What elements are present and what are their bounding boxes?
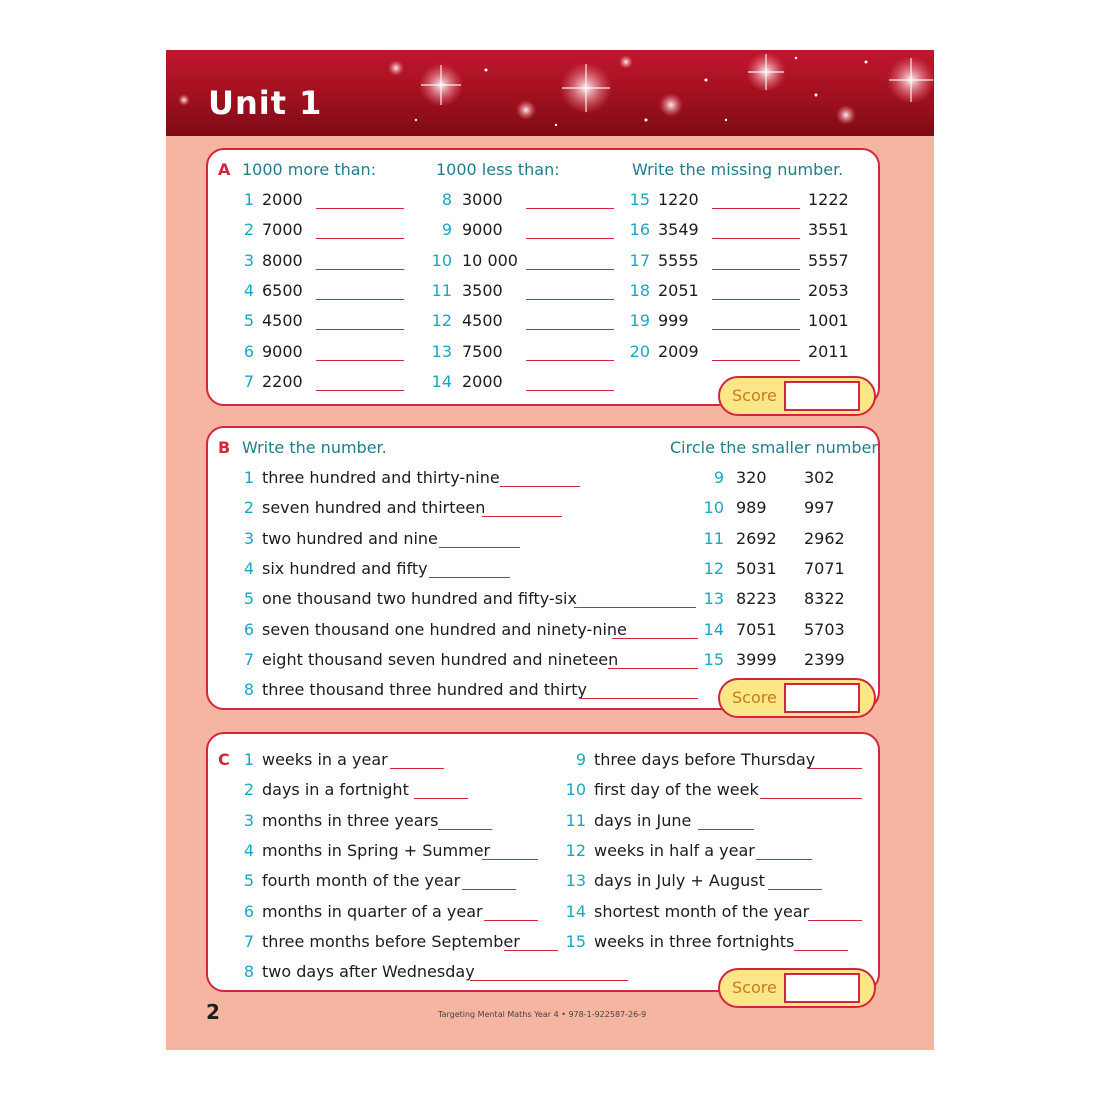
question-number: 8	[243, 962, 254, 982]
score-input[interactable]	[784, 973, 860, 1003]
answer-line[interactable]	[526, 329, 614, 330]
question-number: 3	[243, 810, 254, 830]
answer-line[interactable]	[794, 950, 848, 951]
question-text: three days before Thursday	[594, 750, 816, 769]
number-words: two hundred and nine	[262, 528, 438, 548]
question-text: weeks in half a year	[594, 840, 755, 860]
question-number: 7	[243, 931, 254, 951]
number-choice-a[interactable]: 2692	[736, 528, 777, 548]
answer-line[interactable]	[439, 547, 520, 548]
question-number: 11	[703, 528, 724, 548]
answer-line[interactable]	[808, 920, 862, 921]
question-number: 13	[431, 341, 452, 361]
question-value: 9000	[262, 341, 303, 361]
score-label: Score	[732, 688, 777, 707]
section-a-score	[718, 376, 876, 416]
answer-line[interactable]	[712, 329, 800, 330]
answer-line[interactable]	[500, 486, 580, 487]
answer-line[interactable]	[316, 299, 404, 300]
answer-line[interactable]	[580, 698, 698, 699]
question-value: 2000	[462, 371, 503, 391]
question-text: months in three years	[262, 810, 439, 830]
question-number: 9	[713, 468, 724, 487]
answer-line[interactable]	[526, 269, 614, 270]
answer-line[interactable]	[526, 208, 614, 209]
question-number: 15	[703, 649, 724, 669]
question-value: 10 000	[462, 250, 518, 270]
section-b-score	[718, 678, 876, 718]
section-a-heading-more: 1000 more than:	[242, 160, 377, 179]
answer-line[interactable]	[712, 208, 800, 209]
question-number: 8	[441, 190, 452, 209]
question-number: 4	[243, 558, 254, 578]
number-choice-a[interactable]: 8223	[736, 589, 777, 609]
number-words: one thousand two hundred and fifty-six	[262, 589, 577, 609]
question-number: 1	[243, 750, 254, 769]
question-value: 2200	[262, 371, 303, 391]
unit-title: Unit 1	[208, 84, 323, 122]
section-c-box	[206, 732, 880, 992]
answer-line[interactable]	[414, 798, 468, 799]
answer-line[interactable]	[526, 390, 614, 391]
question-number: 2	[243, 498, 254, 518]
number-choice-b[interactable]: 2962	[804, 528, 845, 548]
answer-line[interactable]	[316, 360, 404, 361]
answer-line[interactable]	[470, 980, 628, 981]
answer-line[interactable]	[808, 768, 862, 769]
number-choice-a[interactable]: 989	[736, 498, 767, 518]
question-value: 8000	[262, 250, 303, 270]
number-choice-b[interactable]: 2399	[804, 649, 845, 669]
question-value-start: 1220	[658, 190, 699, 209]
score-input[interactable]	[784, 381, 860, 411]
question-value: 2000	[262, 190, 303, 209]
question-value: 3000	[462, 190, 503, 209]
question-value-end: 1001	[808, 311, 849, 331]
question-number: 5	[243, 871, 254, 891]
section-c-letter: C	[218, 750, 230, 769]
question-number: 2	[243, 780, 254, 800]
question-text: weeks in three fortnights	[594, 931, 795, 951]
question-text: fourth month of the year	[262, 871, 461, 891]
score-input[interactable]	[784, 683, 860, 713]
question-number: 12	[565, 840, 586, 860]
question-number: 15	[629, 190, 650, 209]
header-banner	[166, 50, 934, 136]
number-words: six hundred and fifty	[262, 558, 428, 578]
question-text: two days after Wednesday	[262, 962, 475, 982]
answer-line[interactable]	[390, 768, 444, 769]
question-value-start: 999	[658, 311, 689, 331]
question-text: first day of the week	[594, 780, 759, 800]
question-number: 11	[565, 810, 586, 830]
question-text: months in quarter of a year	[262, 901, 483, 921]
question-number: 4	[243, 840, 254, 860]
question-number: 12	[431, 311, 452, 331]
score-label: Score	[732, 978, 777, 997]
question-number: 18	[629, 280, 650, 300]
answer-line[interactable]	[462, 889, 516, 890]
number-words: seven hundred and thirteen	[262, 498, 486, 518]
answer-line[interactable]	[438, 829, 492, 830]
answer-line[interactable]	[712, 299, 800, 300]
question-number: 17	[629, 250, 650, 270]
question-value: 7500	[462, 341, 503, 361]
question-text: three months before September	[262, 931, 520, 951]
question-number: 13	[565, 871, 586, 891]
question-number: 5	[243, 589, 254, 609]
score-label: Score	[732, 386, 777, 405]
question-number: 15	[565, 931, 586, 951]
question-number: 11	[431, 280, 452, 300]
answer-line[interactable]	[429, 577, 510, 578]
question-text: days in June	[594, 810, 692, 830]
page-number: 2	[206, 1000, 220, 1024]
question-text: days in July + August	[594, 871, 765, 891]
section-a-heading-less: 1000 less than:	[436, 160, 560, 179]
number-words: three thousand three hundred and thirty	[262, 680, 587, 700]
question-text: shortest month of the year	[594, 901, 810, 921]
answer-line[interactable]	[698, 829, 754, 830]
number-choice-a[interactable]: 320	[736, 468, 767, 487]
question-number: 9	[575, 750, 586, 769]
question-value-start: 2009	[658, 341, 699, 361]
question-value: 3500	[462, 280, 503, 300]
section-b-heading-circle: Circle the smaller number.	[670, 438, 882, 457]
answer-line[interactable]	[482, 516, 562, 517]
worksheet-page	[166, 50, 934, 1050]
answer-line[interactable]	[608, 668, 698, 669]
answer-line[interactable]	[526, 238, 614, 239]
question-number: 8	[243, 680, 254, 700]
question-number: 12	[703, 558, 724, 578]
question-number: 14	[703, 619, 724, 639]
footer-text: Targeting Mental Maths Year 4 • 978-1-922587-26-9	[438, 1010, 647, 1019]
section-a-letter: A	[218, 160, 231, 179]
question-number: 4	[243, 280, 254, 300]
question-number: 10	[703, 498, 724, 518]
question-value-end: 2011	[808, 341, 849, 361]
question-value-end: 1222	[808, 190, 849, 209]
question-value-start: 5555	[658, 250, 699, 270]
question-number: 6	[243, 901, 254, 921]
question-number: 1	[243, 468, 254, 487]
question-number: 7	[243, 649, 254, 669]
question-number: 6	[243, 619, 254, 639]
question-value-end: 5557	[808, 250, 849, 270]
question-text: months in Spring + Summer	[262, 840, 491, 860]
question-value: 7000	[262, 220, 303, 240]
answer-line[interactable]	[756, 859, 812, 860]
question-number: 9	[441, 220, 452, 240]
question-number: 3	[243, 250, 254, 270]
number-choice-b[interactable]: 997	[804, 498, 835, 518]
number-choice-b[interactable]: 8322	[804, 589, 845, 609]
question-number: 1	[243, 190, 254, 209]
number-choice-b[interactable]: 7071	[804, 558, 845, 578]
section-b-box	[206, 426, 880, 710]
question-number: 14	[565, 901, 586, 921]
question-number: 13	[703, 589, 724, 609]
number-choice-a[interactable]: 7051	[736, 619, 777, 639]
number-choice-a[interactable]: 3999	[736, 649, 777, 669]
question-value-start: 3549	[658, 220, 699, 240]
answer-line[interactable]	[760, 798, 862, 799]
section-a-heading-missing: Write the missing number.	[632, 160, 844, 179]
question-value: 6500	[262, 280, 303, 300]
section-a-box	[206, 148, 880, 406]
answer-line[interactable]	[612, 638, 698, 639]
question-number: 6	[243, 341, 254, 361]
number-words: three hundred and thirty-nine	[262, 468, 500, 487]
question-number: 10	[431, 250, 452, 270]
answer-line[interactable]	[768, 889, 822, 890]
question-value: 4500	[262, 311, 303, 331]
answer-line[interactable]	[712, 269, 800, 270]
question-value: 4500	[462, 311, 503, 331]
question-number: 7	[243, 371, 254, 391]
question-number: 19	[629, 311, 650, 331]
question-text: days in a fortnight	[262, 780, 409, 800]
section-c-score	[718, 968, 876, 1008]
question-text: weeks in a year	[262, 750, 388, 769]
number-choice-b[interactable]: 302	[804, 468, 835, 487]
answer-line[interactable]	[482, 859, 538, 860]
answer-line[interactable]	[712, 238, 800, 239]
answer-line[interactable]	[504, 950, 558, 951]
answer-line[interactable]	[712, 360, 800, 361]
answer-line[interactable]	[316, 390, 404, 391]
number-words: seven thousand one hundred and ninety-nine	[262, 619, 627, 639]
question-number: 2	[243, 220, 254, 240]
question-value-start: 2051	[658, 280, 699, 300]
section-b-letter: B	[218, 438, 231, 457]
answer-line[interactable]	[526, 360, 614, 361]
answer-line[interactable]	[574, 607, 696, 608]
question-number: 20	[629, 341, 650, 361]
answer-line[interactable]	[316, 329, 404, 330]
question-number: 16	[629, 220, 650, 240]
question-value: 9000	[462, 220, 503, 240]
number-choice-b[interactable]: 5703	[804, 619, 845, 639]
answer-line[interactable]	[526, 299, 614, 300]
question-value-end: 2053	[808, 280, 849, 300]
number-words: eight thousand seven hundred and nineteen	[262, 649, 619, 669]
question-value-end: 3551	[808, 220, 849, 240]
section-b-heading-write: Write the number.	[242, 438, 387, 457]
question-number: 10	[565, 780, 586, 800]
number-choice-a[interactable]: 5031	[736, 558, 777, 578]
answer-line[interactable]	[316, 269, 404, 270]
answer-line[interactable]	[316, 238, 404, 239]
question-number: 14	[431, 371, 452, 391]
question-number: 5	[243, 311, 254, 331]
answer-line[interactable]	[316, 208, 404, 209]
answer-line[interactable]	[484, 920, 538, 921]
question-number: 3	[243, 528, 254, 548]
